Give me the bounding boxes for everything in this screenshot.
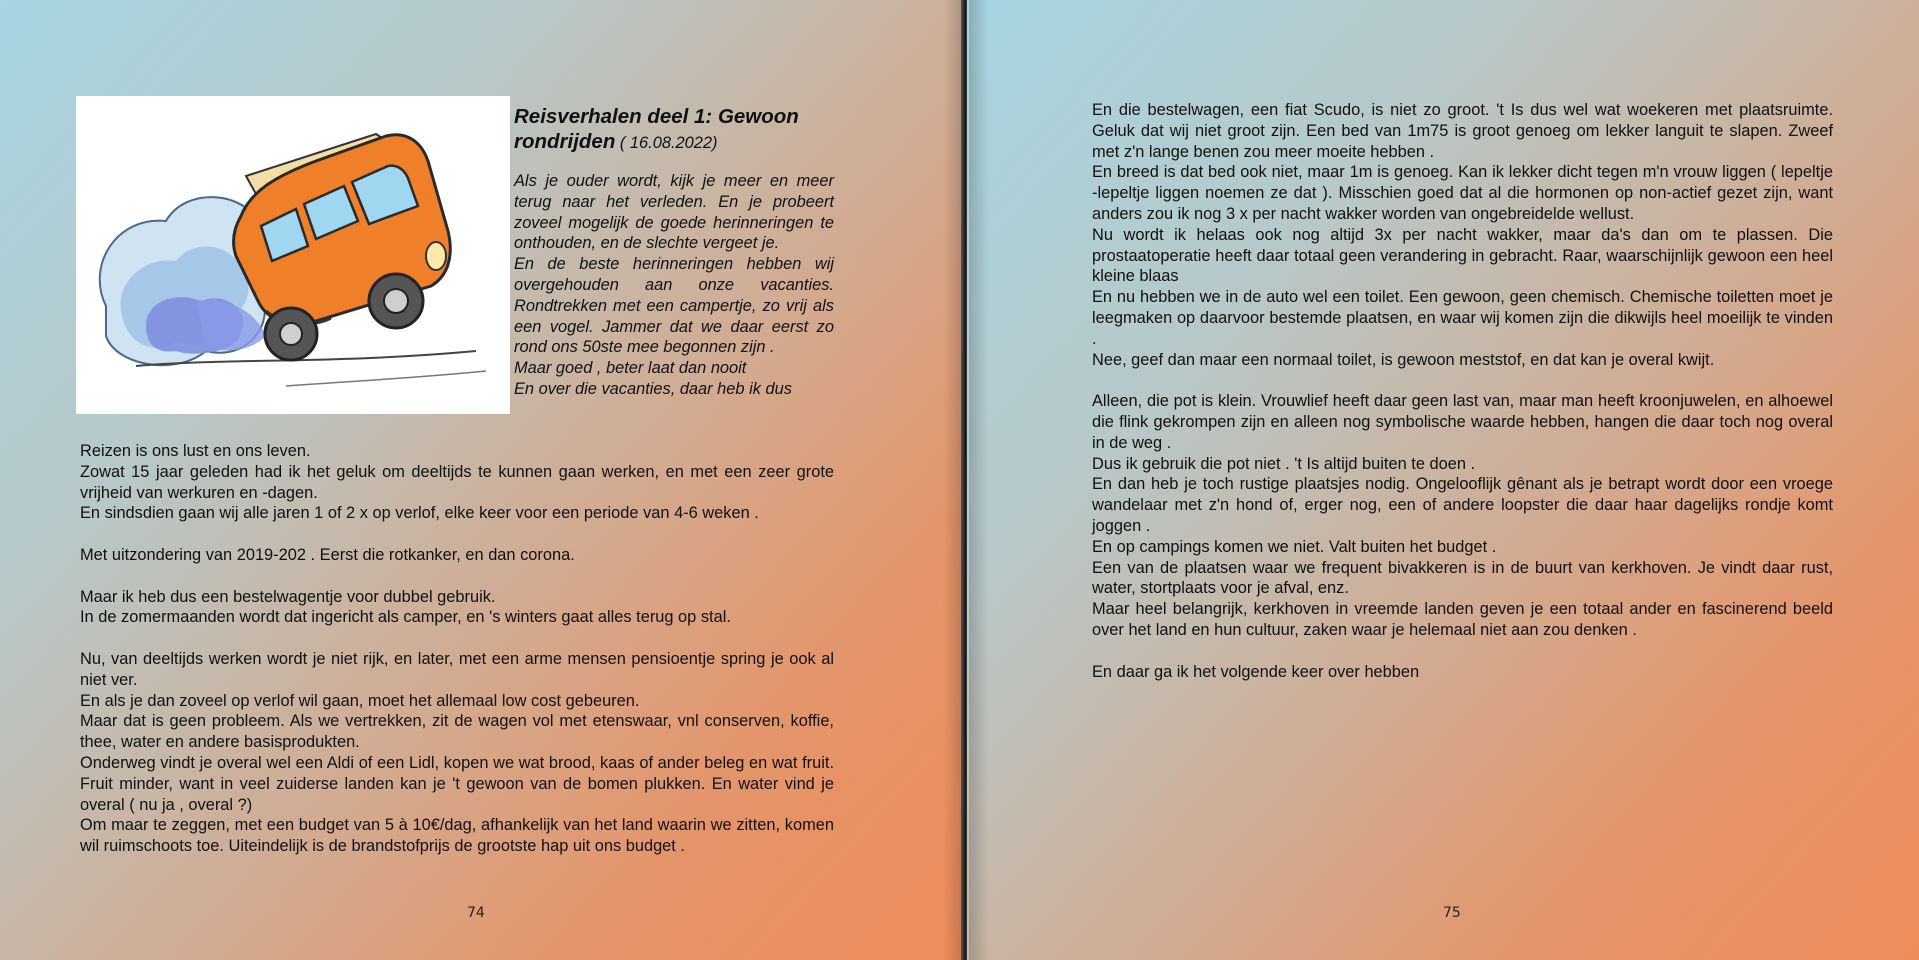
page-number-right: 75 [1443, 905, 1461, 921]
story-title [514, 104, 834, 156]
right-page-body: En die bestelwagen, een fiat Scudo, is niet zo groot. 't Is dus wel wat woekeren met plaatsruimte. Geluk dat wij niet groot zijn. Een bed van 1m75 is groot genoeg om lekker languit te slapen. Zweef met z'n lange benen zou meer moeite hebben . En breed is dat bed ook niet, maar 1m is genoeg. Kan ik lekker dicht tegen m'n vrouw liggen ( lepeltje -lepeltje liggen noemen ze dat ). Misschien goed dat al die hormonen op non-actief gezet zijn, want anders zou ik nog 3 x per nacht wakker worden van ongebreidelde wellust. Nu wordt ik helaas ook nog altijd 3x per nacht wakker, maar da's dan om te plassen. Die prostaatoperatie heeft daar totaal geen verandering in gebracht. Raar, waarschijnlijk gewoon een heel kleine blaas En nu hebben we in de auto wel een toilet. Een gewoon, geen chemisch. Chemische toiletten moet je leegmaken op daarvoor bestemde plaatsen, en waar wij komen zijn die dikwijls heel moeilijk te vinden . Nee, geef dan maar een normaal toilet, is gewoon meststof, en dat kan je overal kwijt. Alleen, die pot is klein. Vrouwlief heeft daar geen last van, maar man heeft kroonjuwelen, en alhoewel die flink gekrompen zijn en alleen nog symbolische waarde hebben, hangen die daar toch nog overal in de weg . Dus ik gebruik die pot niet . 't Is altijd buiten te doen . En dan heb je toch rustige plaatsjes nodig. Ongelooflijk gênant als je betrapt wordt door een vroege wandelaar met z'n hond of, erger nog, een of andere loopster die daar haar dagelijks rondje komt joggen . En op campings komen we niet. Valt buiten het budget . Een van de plaatsen waar we frequent bivakkeren is in de buurt van kerkhoven. Je vindt daar rust, water, stortplaats voor je afval, enz. Maar heel belangrijk, kerkhoven in vreemde landen geven je een totaal ander en fascinerend beeld over het land en hun cultuur, zaken waar je helemaal niet aan zou denken . En daar ga ik het volgende keer over hebben [1092, 101, 1833, 681]
story-date: ( 16.08.2022) [615, 134, 718, 152]
orange-van-icon [76, 96, 510, 414]
left-page-body: Reizen is ons lust en ons leven. Zowat 15 jaar geleden had ik het geluk om deeltijds te kunnen gaan werken, en met een zeer grote vrijheid van werkuren en -dagen. En sindsdien gaan wij alle jaren 1 of 2 x op verlof, elke keer voor een periode van 4-6 weken . Met uitzondering van 2019-202 . Eerst die rotkanker, en dan corona. Maar ik heb dus een bestelwagentje voor dubbel gebruik. In de zomermaanden wordt dat ingericht als camper, en 's winters gaat alles terug op stal. Nu, van deeltijds werken wordt je niet rijk, en later, met een arme mensen pensioentje spring je ook al niet ver. En als je dan zoveel op verlof wil gaan, moet het allemaal low cost gebeuren. Maar dat is geen probleem. Als we vertrekken, zit de wagen vol met etenswaar, vnl conserven, koffie, thee, water en andere basisprodukten. Onderweg vindt je overal wel een Aldi of een Lidl, kopen we wat brood, kaas of ander beleg en wat fruit. Fruit minder, want in veel zuiderse landen kan je 't gewoon van de bomen plukken. En water vind je overal ( nu ja , overal ?) Om maar te zeggen, met een budget van 5 à 10€/dag, afhankelijk van het land waarin we zitten, komen wil ruimschoots toe. Uiteindelijk is de brandstofprijs de grootste hap uit ons budget . [80, 442, 834, 856]
story-title-text: Reisverhalen deel 1: Gewoon rondrijden [514, 105, 799, 153]
right-page [967, 0, 1919, 960]
intro-paragraph: Als je ouder wordt, kijk je meer en meer terug naar het verleden. En je probeert zoveel mogelijk de goede herinneringen te onthouden, en de slechte vergeet je. En de beste herinneringen hebben wij overgehouden aan onze vacanties. Rondtrekken met een campertje, zo vrij als een vogel. Jammer dat we daar eerst zo rond ons 50ste mee begonnen zijn . Maar goed , beter laat dan nooit En over die vacanties, daar heb ik dus [514, 172, 834, 398]
van-illustration [76, 96, 510, 414]
page-number-left: 74 [467, 905, 485, 921]
